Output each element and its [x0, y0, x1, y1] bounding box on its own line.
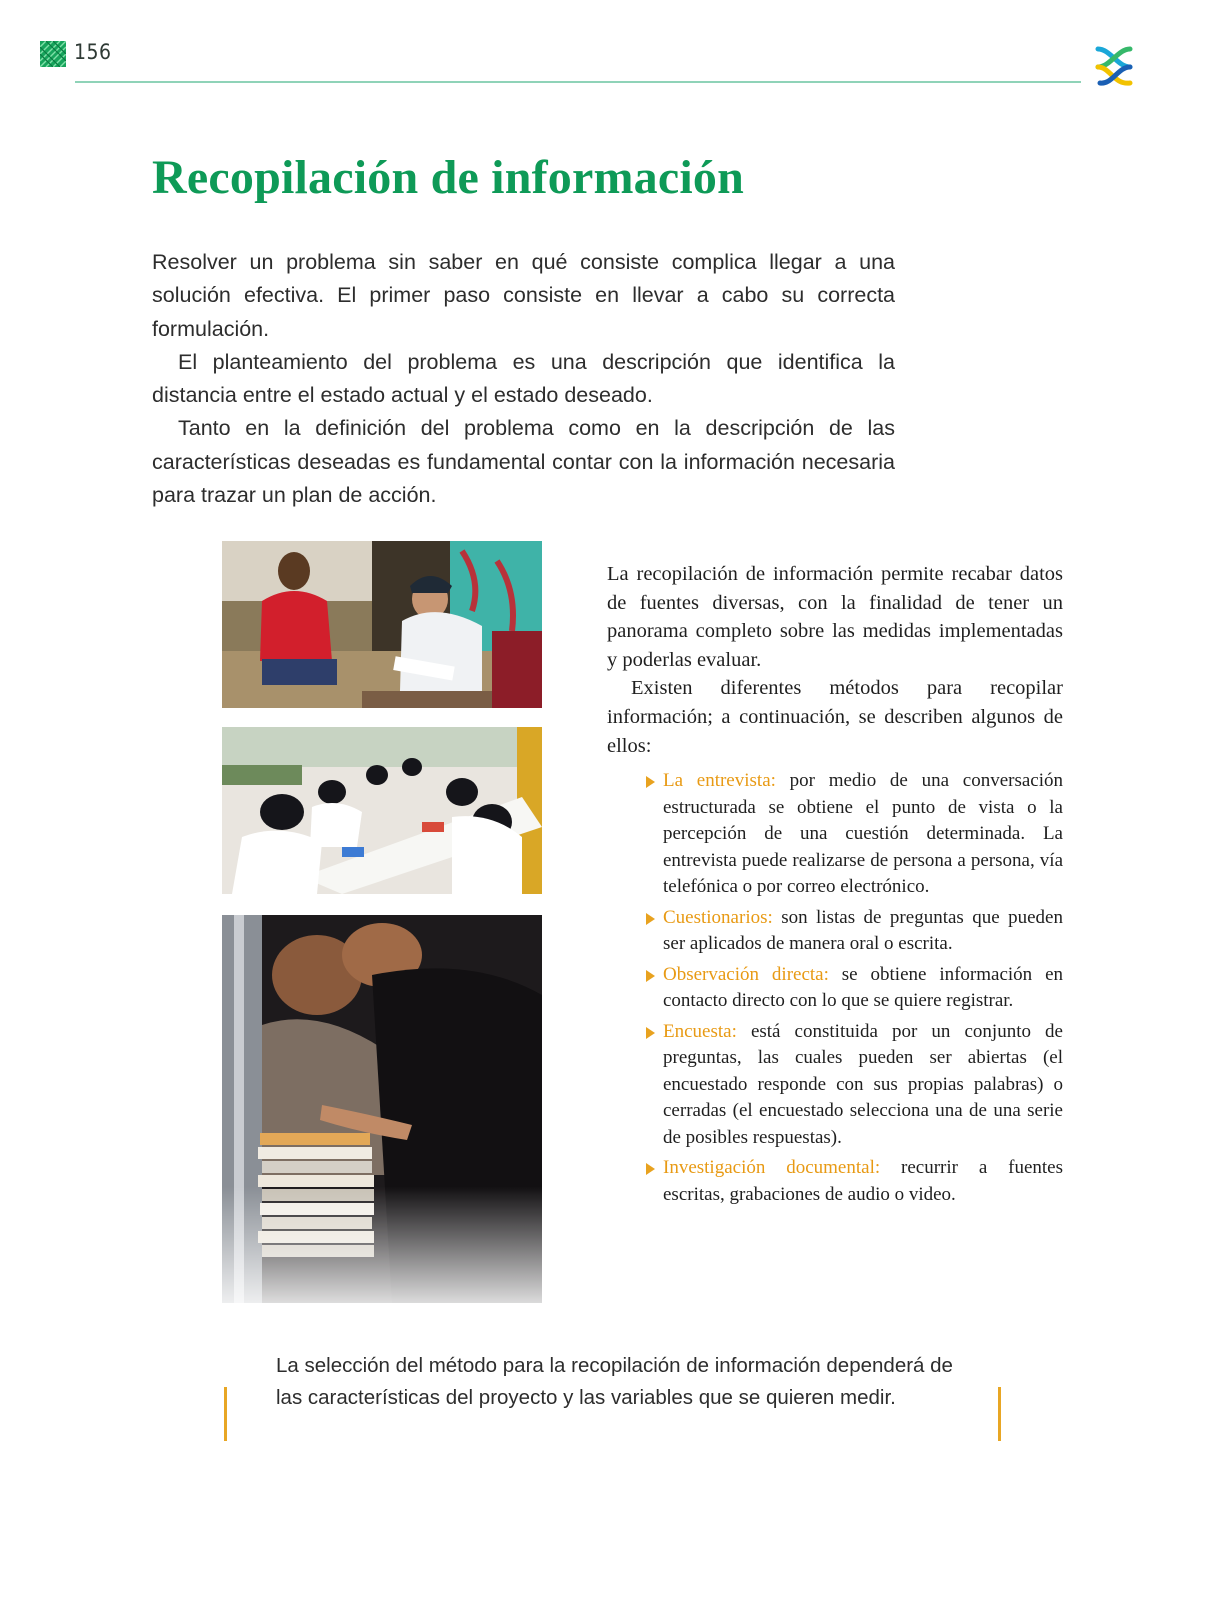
pattern-icon — [40, 41, 66, 67]
method-description: se obtiene información en contacto directo con lo que se quiere registrar. — [663, 963, 1064, 1012]
method-description: recurrir a fuentes escritas, grabaciones de audio o video. — [663, 1157, 1063, 1205]
method-term: Encuesta: — [663, 1020, 737, 1042]
list-item — [663, 1019, 1063, 1152]
method-term: Investigación documental: — [663, 1157, 881, 1179]
intro-text — [152, 246, 895, 512]
intro-paragraph: El planteamiento del problema es una descripción que identifica la distancia entre el estado actual y el estado deseado. — [152, 349, 895, 408]
method-description: está constituida por un conjunto de preguntas, las cuales pueden ser abiertas (el encuestado responde con sus propias palabras) o cerradas (el encuestado selecciona una de una serie de posibles respuestas). — [663, 1020, 1063, 1148]
intro-paragraph: Tanto en la definición del problema como en la descripción de las características deseadas es fundamental contar con la información necesaria para trazar un plan de acción. — [152, 416, 895, 508]
students-writing-photo — [222, 727, 542, 894]
list-item — [663, 962, 1063, 1015]
method-description: son listas de preguntas que pueden ser aplicados de manera oral o escrita. — [663, 906, 1063, 955]
triangle-bullet-icon — [646, 913, 655, 925]
intro-paragraph: Resolver un problema sin saber en qué consiste complica llegar a una solución efectiva. El primer paso consiste en llevar a cabo su correcta formulación. — [152, 250, 895, 341]
page-title: Recopilación de información — [152, 151, 745, 204]
method-term: Observación directa: — [663, 963, 829, 985]
students-books-photo — [222, 915, 542, 1303]
triangle-bullet-icon — [646, 1027, 655, 1039]
interview-photo — [222, 541, 542, 708]
header-divider — [75, 81, 1081, 83]
methods-intro-paragraph: La recopilación de información permite recabar datos de fuentes diversas, con la finalidad de tener un panorama completo sobre las medidas implementadas y poderlas evaluar. — [607, 563, 1063, 671]
methods-column — [607, 560, 1063, 1212]
project-logo-icon — [1090, 41, 1138, 89]
triangle-bullet-icon — [646, 970, 655, 982]
list-item — [663, 1155, 1063, 1208]
triangle-bullet-icon — [646, 776, 655, 788]
left-highlight-bar — [224, 1387, 227, 1441]
methods-list — [607, 768, 1063, 1208]
list-item — [663, 905, 1063, 958]
page-number: 156 — [74, 40, 112, 64]
methods-intro-paragraph: Existen diferentes métodos para recopilar información; a continuación, se describen algunos de ellos: — [607, 677, 1063, 757]
method-description: por medio de una conversación estructurada se obtiene el punto de vista o la percepción de una cuestión determinada. La entrevista puede realizarse de persona a persona, vía telefónica o por correo electrónico. — [663, 770, 1063, 898]
method-term: Cuestionarios: — [663, 906, 773, 928]
method-term: La entrevista: — [663, 770, 776, 792]
right-highlight-bar — [998, 1387, 1001, 1441]
triangle-bullet-icon — [646, 1163, 655, 1175]
list-item — [663, 768, 1063, 901]
closing-statement: La selección del método para la recopilación de información dependerá de las características del proyecto y las variables que se quieren medir. — [276, 1354, 953, 1409]
